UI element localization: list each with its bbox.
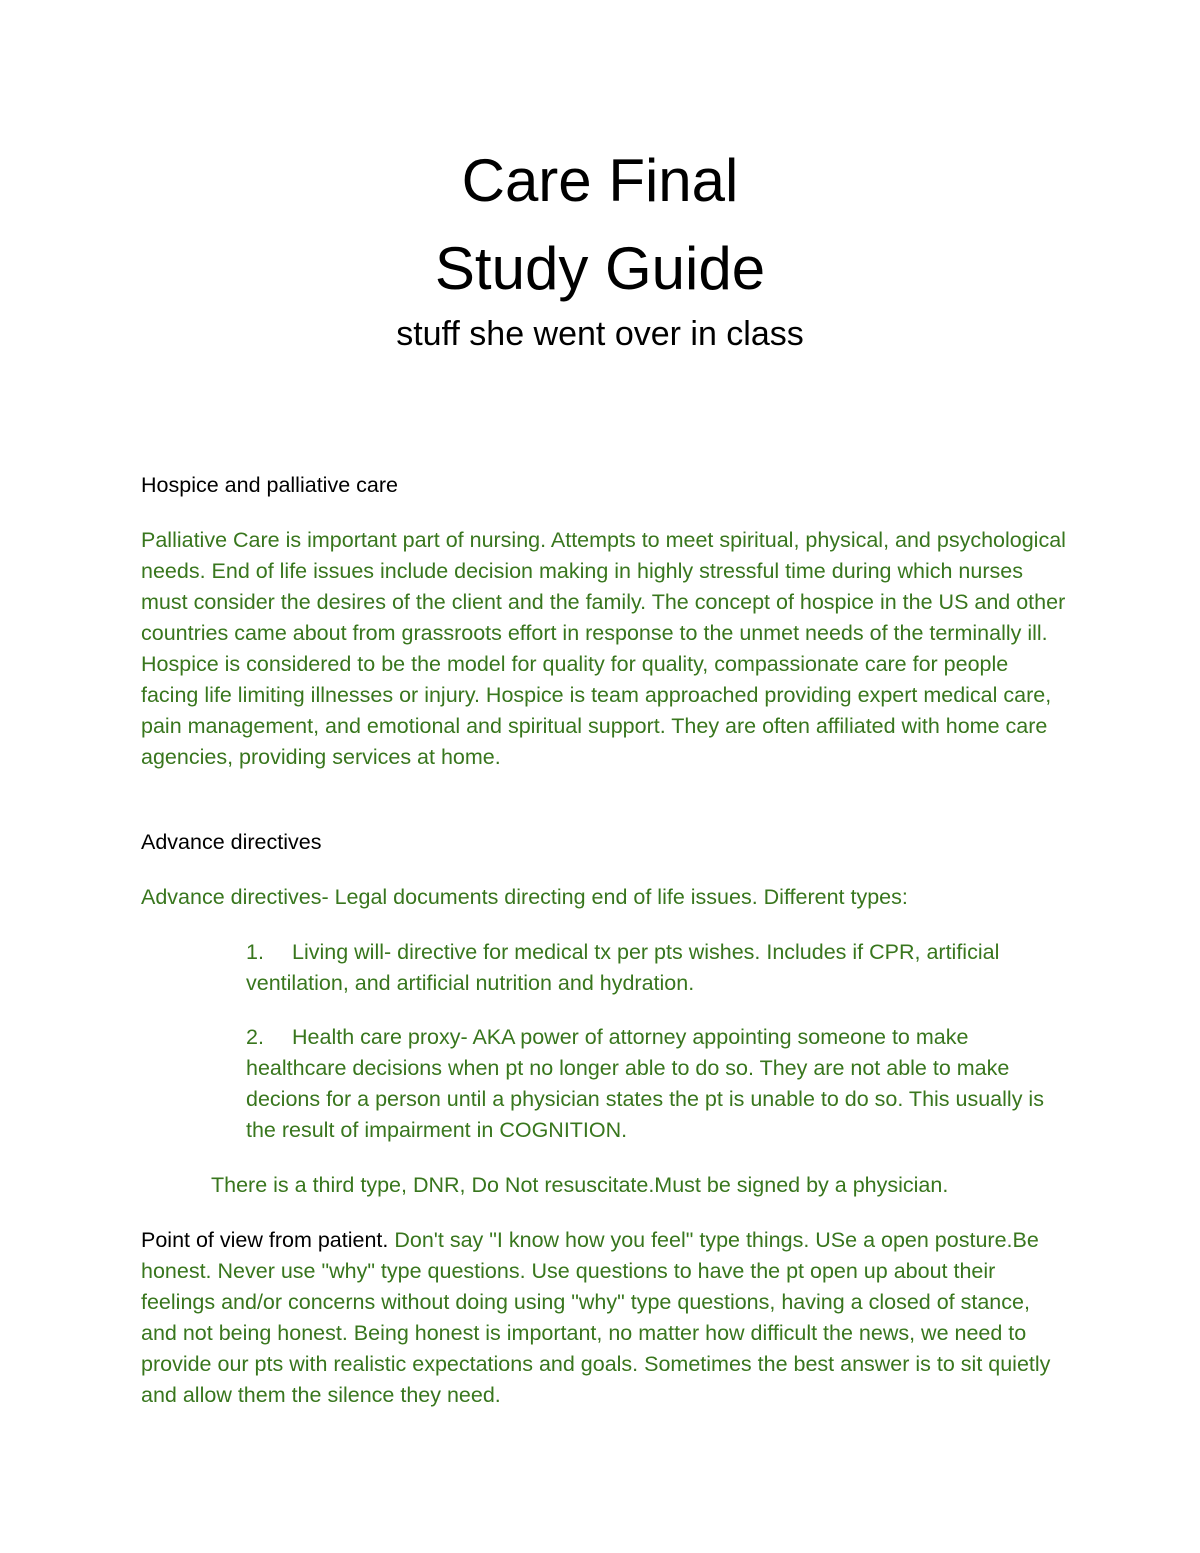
paragraph-lead: Point of view from patient. [141, 1228, 389, 1252]
paragraph-body: Don't say "I know how you feel" type things. USe a open posture.Be honest. Never use "why" type questions. Use questions to have the pt open up about their feelings and/or concerns without doing using "why" type questions, having a closed of stance, and not being honest. Being honest is important, no matter how difficult the news, we need to provide our pts with realistic expectations and goals. Sometimes the best answer is to sit quietly and allow them the silence they need. [141, 1228, 1051, 1407]
list-item-number: 2. [246, 1025, 264, 1049]
paragraph-patient-point-of-view [141, 1225, 1066, 1411]
document-subtitle: stuff she went over in class [396, 315, 804, 353]
list-item-health-care-proxy [246, 1022, 1066, 1146]
list-item-text: Living will- directive for medical tx per pts wishes. Includes if CPR, artificial ventilation, and artificial nutrition and hydration. [246, 940, 1000, 995]
document-title-line-2: Study Guide [434, 235, 766, 302]
list-item-number: 1. [246, 940, 264, 964]
section-heading-hospice: Hospice and palliative care [141, 473, 398, 497]
list-item-text: Health care proxy- AKA power of attorney appointing someone to make healthcare decisions when pt no longer able to do so. They are not able to make decions for a person until a physician states the pt is unable to do so. This usually is the result of impairment in COGNITION. [246, 1025, 1044, 1142]
paragraph-advance-directives: Advance directives- Legal documents directing end of life issues. Different types: [141, 885, 908, 909]
paragraph-hospice: Palliative Care is important part of nursing. Attempts to meet spiritual, physical, and psychological needs. End of life issues include decision making in highly stressful time during which nurses must consider the desires of the client and the family. The concept of hospice in the US and other countries came about from grassroots effort in response to the unmet needs of the terminally ill. Hospice is considered to be the model for quality for quality, compassionate care for people facing life limiting illnesses or injury. Hospice is team approached providing expert medical care, pain management, and emotional and spiritual support. They are often affiliated with home care agencies, providing services at home. [141, 528, 1066, 769]
section-heading-advance-directives: Advance directives [141, 830, 322, 854]
note-third-type-dnr: There is a third type, DNR, Do Not resuscitate.Must be signed by a physician. [211, 1173, 949, 1197]
document-title-line-1: Care Final [461, 147, 739, 214]
list-item-living-will [246, 937, 1066, 999]
